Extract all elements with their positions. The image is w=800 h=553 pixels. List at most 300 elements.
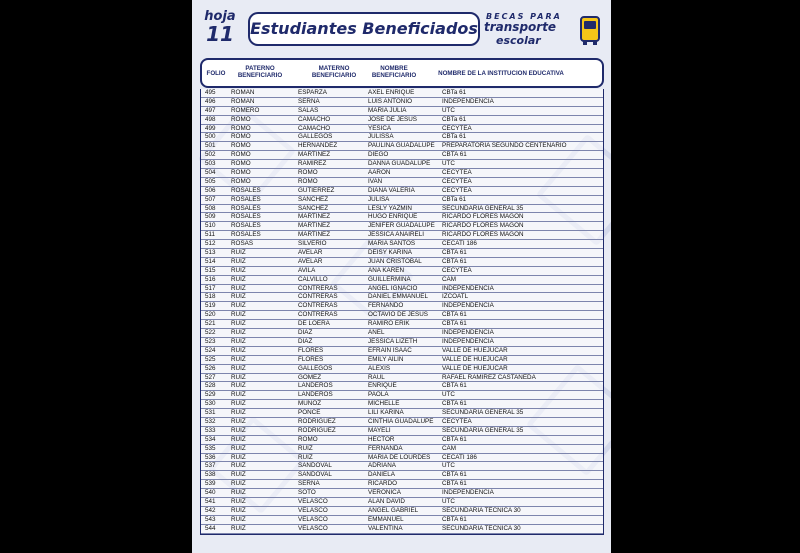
table-row (201, 231, 603, 240)
nombre-cell: DEISY KARINA (368, 249, 412, 257)
table-row (201, 249, 603, 258)
institucion-cell: CBTA 61 (442, 480, 467, 488)
institucion-cell: CECYTEA (442, 124, 472, 132)
materno-cell: RAMIREZ (298, 160, 327, 168)
materno-cell: MARTINEZ (298, 151, 331, 159)
paterno-cell: RUIZ (231, 497, 246, 505)
table-row (201, 480, 603, 489)
folio-cell: 517 (205, 284, 216, 292)
materno-cell: CAMACHO (298, 115, 331, 123)
paterno-cell: ROMO (231, 124, 251, 132)
institucion-cell: RAFAEL RAMIREZ CASTAÑEDA (442, 373, 536, 381)
institucion-cell: CBTA 61 (442, 400, 467, 408)
paterno-cell: RUIZ (231, 302, 246, 310)
folio-cell: 498 (205, 115, 216, 123)
table-body (200, 89, 604, 535)
table-row (201, 516, 603, 525)
institucion-cell: IZCOATL (442, 293, 469, 301)
folio-cell: 523 (205, 337, 216, 345)
paterno-cell: ROSALES (231, 231, 261, 239)
sheet-label: hoja (204, 9, 236, 24)
table-row (201, 462, 603, 471)
paterno-cell: ROSALES (231, 186, 261, 194)
table-row (201, 205, 603, 214)
column-header-materno: MATERNO BENEFICIARIO (311, 65, 357, 79)
materno-cell: DE LOERA (298, 320, 330, 328)
paterno-cell: RUIZ (231, 320, 246, 328)
nombre-cell: DANIELA (368, 471, 395, 479)
institucion-cell: INDEPENDENCIA (442, 337, 494, 345)
paterno-cell: RUIZ (231, 364, 246, 372)
folio-cell: 501 (205, 142, 216, 150)
paterno-cell: RUIZ (231, 329, 246, 337)
table-row (201, 320, 603, 329)
materno-cell: SALAS (298, 106, 319, 114)
nombre-cell: JESSICA ANAIRELI (368, 231, 424, 239)
paterno-cell: RUIZ (231, 275, 246, 283)
folio-cell: 543 (205, 515, 216, 523)
nombre-cell: JULISA (368, 195, 390, 203)
table-row (201, 116, 603, 125)
materno-cell: SERNA (298, 480, 320, 488)
institucion-cell: CBTA 61 (442, 382, 467, 390)
institucion-cell: INDEPENDENCIA (442, 489, 494, 497)
paterno-cell: RUIZ (231, 471, 246, 479)
nombre-cell: RAUL (368, 373, 385, 381)
paterno-cell: RUIZ (231, 489, 246, 497)
paterno-cell: RUIZ (231, 337, 246, 345)
table-row (201, 258, 603, 267)
folio-cell: 527 (205, 373, 216, 381)
folio-cell: 519 (205, 302, 216, 310)
table-row (201, 391, 603, 400)
nombre-cell: CINTHIA GUADALUPE (368, 417, 434, 425)
nombre-cell: HECTOR (368, 435, 395, 443)
table-row (201, 471, 603, 480)
nombre-cell: GUILLERMINA (368, 275, 411, 283)
nombre-cell: MARIA SANTOS (368, 240, 416, 248)
paterno-cell: RUIZ (231, 355, 246, 363)
table-row (201, 356, 603, 365)
nombre-cell: ANGEL IGNACIO (368, 284, 418, 292)
nombre-cell: EMILY AILIN (368, 355, 404, 363)
materno-cell: FLORES (298, 346, 324, 354)
materno-cell: GOMEZ (298, 373, 322, 381)
folio-cell: 525 (205, 355, 216, 363)
paterno-cell: RUIZ (231, 284, 246, 292)
folio-cell: 496 (205, 97, 216, 105)
paterno-cell: RUIZ (231, 311, 246, 319)
folio-cell: 534 (205, 435, 216, 443)
column-header-folio: FOLIO (206, 70, 226, 77)
institucion-cell: VALLE DE HUEJUCAR (442, 346, 508, 354)
institucion-cell: CAM (442, 275, 456, 283)
materno-cell: RODRIGUEZ (298, 426, 336, 434)
paterno-cell: RUIZ (231, 382, 246, 390)
institucion-cell: CECATI 186 (442, 240, 477, 248)
folio-cell: 536 (205, 453, 216, 461)
sheet-number (200, 10, 240, 45)
materno-cell: SOTO (298, 489, 316, 497)
table-row (201, 98, 603, 107)
nombre-cell: AARON (368, 169, 391, 177)
materno-cell: SANCHEZ (298, 195, 329, 203)
paterno-cell: RUIZ (231, 515, 246, 523)
institucion-cell: INDEPENDENCIA (442, 97, 494, 105)
institucion-cell: RICARDO FLORES MAGON (442, 213, 524, 221)
nombre-cell: DANIEL EMMANUEL (368, 293, 428, 301)
materno-cell: DIAZ (298, 329, 313, 337)
paterno-cell: RUIZ (231, 346, 246, 354)
folio-cell: 530 (205, 400, 216, 408)
table-row (201, 311, 603, 320)
table-row (201, 382, 603, 391)
nombre-cell: ANGEL GABRIEL (368, 506, 419, 514)
institucion-cell: CAM (442, 444, 456, 452)
materno-cell: CONTRERAS (298, 293, 338, 301)
institucion-cell: INDEPENDENCIA (442, 329, 494, 337)
materno-cell: RUIZ (298, 444, 313, 452)
folio-cell: 502 (205, 151, 216, 159)
paterno-cell: ROSALES (231, 195, 261, 203)
materno-cell: AVILA (298, 266, 316, 274)
materno-cell: CALVILLO (298, 275, 328, 283)
nombre-cell: VALENTINA (368, 524, 403, 532)
nombre-cell: MAYELI (368, 426, 391, 434)
folio-cell: 500 (205, 133, 216, 141)
materno-cell: RODRIGUEZ (298, 417, 336, 425)
folio-cell: 508 (205, 204, 216, 212)
institucion-cell: RICARDO FLORES MAGON (442, 222, 524, 230)
nombre-cell: ENRIQUE (368, 382, 397, 390)
paterno-cell: ROMAN (231, 89, 255, 96)
materno-cell: LANDEROS (298, 391, 333, 399)
institucion-cell: CBTA 61 (442, 515, 467, 523)
paterno-cell: RUIZ (231, 391, 246, 399)
nombre-cell: HUGO ENRIQUE (368, 213, 418, 221)
nombre-cell: FERNANDO (368, 302, 404, 310)
folio-cell: 499 (205, 124, 216, 132)
table-row (201, 338, 603, 347)
nombre-cell: ANEL (368, 329, 385, 337)
folio-cell: 497 (205, 106, 216, 114)
folio-cell: 526 (205, 364, 216, 372)
table-row (201, 418, 603, 427)
table-row (201, 374, 603, 383)
institucion-cell: CBTA 61 (442, 320, 467, 328)
institucion-cell: INDEPENDENCIA (442, 284, 494, 292)
table-row (201, 498, 603, 507)
materno-cell: VELASCO (298, 506, 328, 514)
materno-cell: MARTINEZ (298, 231, 331, 239)
nombre-cell: LILI KARINA (368, 409, 404, 417)
nombre-cell: FERNANDA (368, 444, 403, 452)
institucion-cell: CBTA 61 (442, 311, 467, 319)
paterno-cell: RUIZ (231, 453, 246, 461)
table-row (201, 507, 603, 516)
folio-cell: 521 (205, 320, 216, 328)
institucion-cell: CECYTEA (442, 169, 472, 177)
institucion-cell: VALLE DE HUEJUCAR (442, 364, 508, 372)
table-row (201, 160, 603, 169)
logo-line-3: escolar (496, 34, 541, 47)
materno-cell: ROMO (298, 177, 318, 185)
institucion-cell: CBTA 61 (442, 471, 467, 479)
paterno-cell: ROMO (231, 169, 251, 177)
materno-cell: MUÑOZ (298, 400, 322, 408)
nombre-cell: ANA KAREN (368, 266, 405, 274)
paterno-cell: ROSALES (231, 204, 261, 212)
folio-cell: 509 (205, 213, 216, 221)
nombre-cell: DIANA VALERIA (368, 186, 415, 194)
nombre-cell: MICHELLE (368, 400, 400, 408)
materno-cell: GUTIERREZ (298, 186, 335, 194)
document-page (192, 0, 611, 553)
paterno-cell: RUIZ (231, 426, 246, 434)
nombre-cell: EMMANUEL (368, 515, 404, 523)
folio-cell: 528 (205, 382, 216, 390)
paterno-cell: RUIZ (231, 462, 246, 470)
institucion-cell: UTC (442, 160, 455, 168)
nombre-cell: RICARDO (368, 480, 398, 488)
paterno-cell: ROSALES (231, 222, 261, 230)
paterno-cell: RUIZ (231, 373, 246, 381)
institucion-cell: PREPARATORIA SEGUNDO CENTENARIO (442, 142, 567, 150)
table-row (201, 454, 603, 463)
institucion-cell: CBTa 61 (442, 89, 467, 96)
nombre-cell: JUAN CRISTOBAL (368, 257, 422, 265)
folio-cell: 544 (205, 524, 216, 532)
paterno-cell: ROMERO (231, 106, 260, 114)
nombre-cell: JULISSA (368, 133, 394, 141)
folio-cell: 533 (205, 426, 216, 434)
folio-cell: 495 (205, 89, 216, 96)
paterno-cell: RUIZ (231, 524, 246, 532)
materno-cell: SILVERIO (298, 240, 327, 248)
folio-cell: 541 (205, 497, 216, 505)
folio-cell: 507 (205, 195, 216, 203)
folio-cell: 542 (205, 506, 216, 514)
logo-line-1: BECAS PARA (486, 12, 562, 21)
institucion-cell: CBTA 61 (442, 257, 467, 265)
folio-cell: 511 (205, 231, 216, 239)
folio-cell: 531 (205, 409, 216, 417)
folio-cell: 512 (205, 240, 216, 248)
table-row (201, 436, 603, 445)
materno-cell: LANDEROS (298, 382, 333, 390)
institucion-cell: CECYTEA (442, 266, 472, 274)
table-row (201, 151, 603, 160)
column-header-institucion: NOMBRE DE LA INSTITUCION EDUCATIVA (438, 70, 564, 77)
institucion-cell: UTC (442, 462, 455, 470)
paterno-cell: RUIZ (231, 257, 246, 265)
table-row (201, 329, 603, 338)
nombre-cell: DIEGO (368, 151, 389, 159)
paterno-cell: ROSALES (231, 213, 261, 221)
table-row (201, 213, 603, 222)
table-row (201, 222, 603, 231)
folio-cell: 506 (205, 186, 216, 194)
logo-line-2: transporte (484, 20, 557, 34)
table-row (201, 240, 603, 249)
paterno-cell: RUIZ (231, 480, 246, 488)
paterno-cell: RUIZ (231, 435, 246, 443)
folio-cell: 520 (205, 311, 216, 319)
folio-cell: 524 (205, 346, 216, 354)
materno-cell: AVELAR (298, 249, 323, 257)
materno-cell: AVELAR (298, 257, 323, 265)
bus-icon (580, 16, 600, 42)
nombre-cell: JOSE DE JESUS (368, 115, 417, 123)
folio-cell: 504 (205, 169, 216, 177)
nombre-cell: RAMIRO ERIK (368, 320, 410, 328)
folio-cell: 516 (205, 275, 216, 283)
materno-cell: ROMO (298, 435, 318, 443)
table-row (201, 302, 603, 311)
folio-cell: 522 (205, 329, 216, 337)
institucion-cell: CBTa 61 (442, 195, 467, 203)
folio-cell: 537 (205, 462, 216, 470)
nombre-cell: JESSICA LIZETH (368, 337, 418, 345)
nombre-cell: VERONICA (368, 489, 401, 497)
materno-cell: GALLEGOS (298, 364, 333, 372)
institucion-cell: INDEPENDENCIA (442, 302, 494, 310)
nombre-cell: LESLY YAZMIN (368, 204, 412, 212)
paterno-cell: ROMO (231, 160, 251, 168)
table-row (201, 125, 603, 134)
table-row (201, 133, 603, 142)
institucion-cell: CBTa 61 (442, 133, 467, 141)
folio-cell: 514 (205, 257, 216, 265)
institucion-cell: RICARDO FLORES MAGON (442, 231, 524, 239)
paterno-cell: RUIZ (231, 266, 246, 274)
folio-cell: 505 (205, 177, 216, 185)
sheet-number-value: 11 (206, 22, 234, 46)
table-row (201, 187, 603, 196)
materno-cell: DIAZ (298, 337, 313, 345)
materno-cell: VELASCO (298, 524, 328, 532)
nombre-cell: JENIFER GUADALUPE (368, 222, 435, 230)
folio-cell: 515 (205, 266, 216, 274)
paterno-cell: RUIZ (231, 400, 246, 408)
table-row (201, 89, 603, 98)
nombre-cell: ALAN DAVID (368, 497, 405, 505)
institucion-cell: CBTA 61 (442, 151, 467, 159)
paterno-cell: ROMO (231, 133, 251, 141)
institucion-cell: SECUNDARIA TECNICA 30 (442, 506, 521, 514)
table-row (201, 427, 603, 436)
institucion-cell: UTC (442, 106, 455, 114)
table-row (201, 276, 603, 285)
nombre-cell: IVAN (368, 177, 383, 185)
nombre-cell: ALEXIS (368, 364, 391, 372)
institucion-cell: UTC (442, 391, 455, 399)
materno-cell: VELASCO (298, 515, 328, 523)
materno-cell: VELASCO (298, 497, 328, 505)
paterno-cell: RUIZ (231, 444, 246, 452)
folio-cell: 503 (205, 160, 216, 168)
column-header-paterno: PATERNO BENEFICIARIO (237, 65, 283, 79)
nombre-cell: PAULINA GUADALUPE (368, 142, 435, 150)
table-row (201, 142, 603, 151)
table-row (201, 365, 603, 374)
materno-cell: ESPARZA (298, 89, 327, 96)
paterno-cell: ROSAS (231, 240, 254, 248)
materno-cell: SANDOVAL (298, 471, 332, 479)
institucion-cell: CECATI 186 (442, 453, 477, 461)
table-row (201, 196, 603, 205)
table-row (201, 285, 603, 294)
table-header (200, 58, 604, 88)
nombre-cell: ADRIANA (368, 462, 396, 470)
materno-cell: MARTINEZ (298, 222, 331, 230)
paterno-cell: ROMO (231, 177, 251, 185)
institucion-cell: CBTa 61 (442, 115, 467, 123)
materno-cell: GALLEGOS (298, 133, 333, 141)
materno-cell: RUIZ (298, 453, 313, 461)
folio-cell: 513 (205, 249, 216, 257)
materno-cell: SANCHEZ (298, 204, 329, 212)
institucion-cell: CECYTEA (442, 186, 472, 194)
folio-cell: 529 (205, 391, 216, 399)
nombre-cell: YESICA (368, 124, 392, 132)
folio-cell: 535 (205, 444, 216, 452)
institucion-cell: CECYTEA (442, 417, 472, 425)
table-row (201, 400, 603, 409)
nombre-cell: MARIA DE LOURDES (368, 453, 431, 461)
institucion-cell: CBTA 61 (442, 435, 467, 443)
nombre-cell: AXEL ENRIQUE (368, 89, 415, 96)
folio-cell: 539 (205, 480, 216, 488)
table-row (201, 347, 603, 356)
institucion-cell: SECUNDARIA GENERAL 35 (442, 204, 524, 212)
nombre-cell: PAOLA (368, 391, 389, 399)
nombre-cell: LUIS ANTONIO (368, 97, 412, 105)
institucion-cell: VALLE DE HUEJUCAR (442, 355, 508, 363)
materno-cell: CONTRERAS (298, 311, 338, 319)
nombre-cell: OCTAVIO DE JESUS (368, 311, 428, 319)
paterno-cell: ROMAN (231, 97, 255, 105)
institucion-cell: CECYTEA (442, 177, 472, 185)
institucion-cell: UTC (442, 497, 455, 505)
table-row (201, 178, 603, 187)
page-header (192, 0, 611, 56)
folio-cell: 540 (205, 489, 216, 497)
materno-cell: SANDOVAL (298, 462, 332, 470)
table-row (201, 169, 603, 178)
materno-cell: MARTINEZ (298, 213, 331, 221)
paterno-cell: RUIZ (231, 293, 246, 301)
table-row (201, 107, 603, 116)
column-header-nombre: NOMBRE BENEFICIARIO (371, 65, 417, 79)
nombre-cell: EFRAIN ISAAC (368, 346, 412, 354)
page-title: Estudiantes Beneficiados (248, 12, 480, 46)
table-row (201, 445, 603, 454)
paterno-cell: RUIZ (231, 249, 246, 257)
folio-cell: 532 (205, 417, 216, 425)
paterno-cell: RUIZ (231, 409, 246, 417)
nombre-cell: DANNA GUADALUPE (368, 160, 431, 168)
materno-cell: CONTRERAS (298, 302, 338, 310)
paterno-cell: ROMO (231, 151, 251, 159)
table-row (201, 525, 603, 534)
institucion-cell: SECUNDARIA TECNICA 30 (442, 524, 521, 532)
paterno-cell: RUIZ (231, 417, 246, 425)
materno-cell: FLORES (298, 355, 324, 363)
program-logo (484, 10, 606, 52)
materno-cell: SERNA (298, 97, 320, 105)
materno-cell: CONTRERAS (298, 284, 338, 292)
